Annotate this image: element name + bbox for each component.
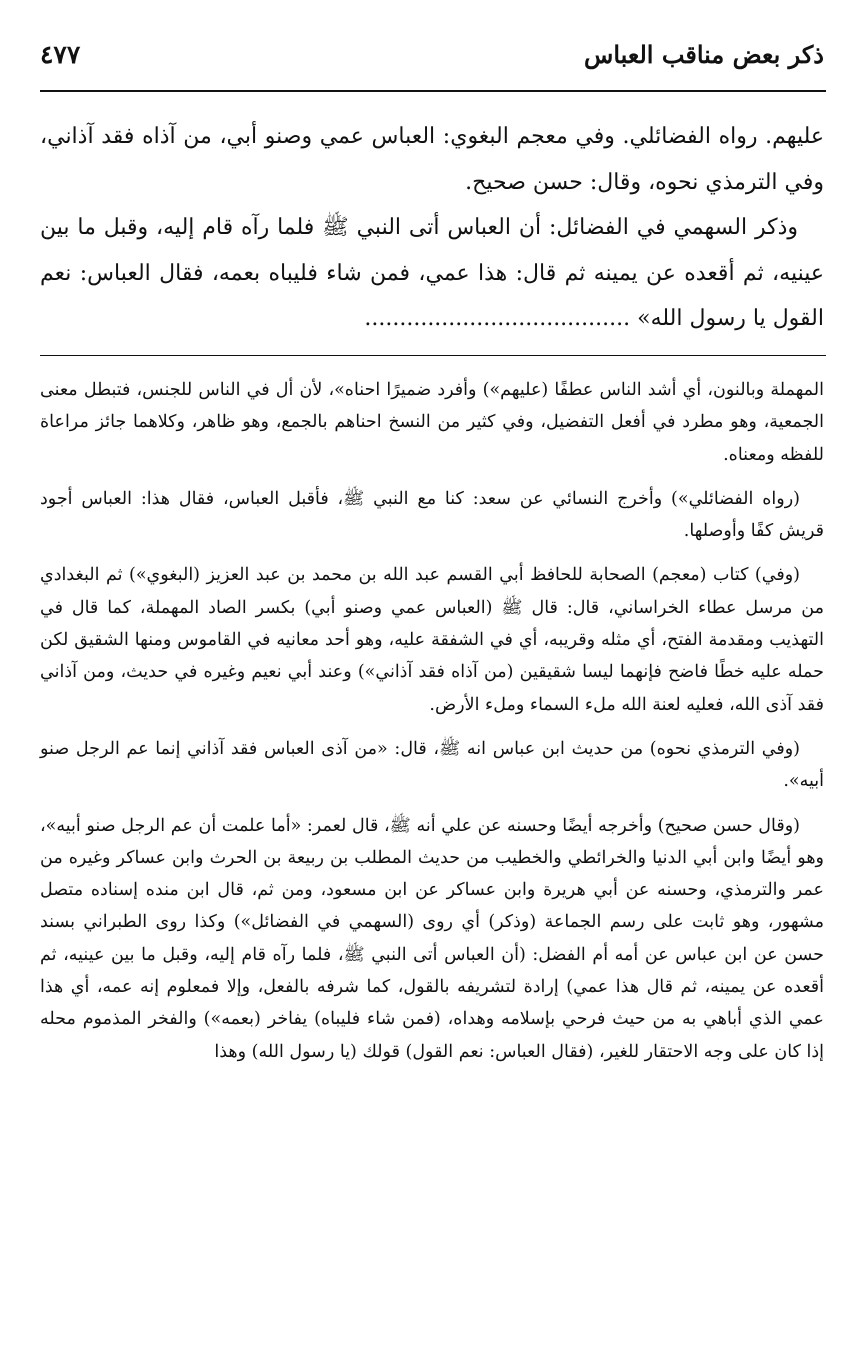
- commentary-divider: [40, 355, 826, 356]
- commentary-paragraph-2: (رواه الفضائلي») وأخرج النسائي عن سعد: كنا مع النبي ﷺ، فأقبل العباس، فقال هذا: العباس أجود قريش كفًا وأوصلها.: [40, 488, 824, 542]
- main-paragraph-2: [40, 205, 824, 342]
- continuation-dots: ......................................: [364, 306, 631, 331]
- commentary-paragraph-3: (وفي) كتاب (معجم) الصحابة للحافظ أبي القسم عبد الله بن محمد بن عبد العزيز (البغوي») ثم البغدادي من مرسل عطاء الخراساني، قال: قال ﷺ (العباس عمي وصنو أبي) بكسر الصاد المهملة، كما قال في التهذيب ومقدمة الفتح، أي مثله وقريبه، أي في الشفقة عليه، وهو أحد معانيه في القاموس ومنها الشقيق لكن حمله عليه خطًا فاضح فإنهما ليسا شقيقين (من آذاه فقد آذاني») وعند أبي نعيم وغيره في حديث، ومن آذاني فقد آذى الله، فعليه لعنة الله ملء السماء وملء الأرض.: [40, 565, 824, 715]
- commentary-text: [40, 374, 824, 1080]
- header-rule: [40, 90, 826, 92]
- commentary-paragraph-1: المهملة وبالنون، أي أشد الناس عطفًا (عليهم») وأفرد ضميرًا احناه»، لأن أل في الناس للجنس، فتبطل معنى الجمعية، وهو مطرد في أفعل التفضيل، وفي كثير من النسخ احناهم بالجمع، وهو ظاهر، وكلاهما جائز مراعاة للفظه ومعناه.: [40, 380, 824, 465]
- running-title: ذكر بعض مناقب العباس: [584, 39, 824, 69]
- page-header: [40, 34, 824, 74]
- main-paragraph-1: عليهم. رواه الفضائلي. وفي معجم البغوي: العباس عمي وصنو أبي، من آذاه فقد آذاني، وفي الترمذي نحوه، وقال: حسن صحيح.: [40, 124, 824, 195]
- page-number: ٤٧٧: [40, 39, 81, 69]
- commentary-paragraph-5: (وقال حسن صحيح) وأخرجه أيضًا وحسنه عن علي أنه ﷺ، قال لعمر: «أما علمت أن عم الرجل صنو أبيه»، وهو أيضًا وابن أبي الدنيا والخرائطي والخطيب من حديث المطلب بن ربيعة بن الحرث وابن عساكر وغيره من عمر والترمذي، وحسنه عن أبي هريرة وابن عساكر عن ابن مسعود، ومن ثم، قال ابن منده إسناده متصل مشهور، وهو ثابت على رسم الجماعة (وذكر) أي روى (السهمي في الفضائل») وكذا روى الطبراني بسند حسن عن ابن عباس عن أمه أم الفضل: (أن العباس أتى النبي ﷺ، فلما رآه قام إليه، وقبل ما بين عينيه، ثم أقعده عن يمينه، ثم قال هذا عمي) إرادة لتشريفه بالقول، كما شرفه بالفعل، وإلا فمعلوم إنه عمه، أي هذا عمي الذي أباهي به من حيث فرحي بإسلامه وهداه، (فمن شاء فليباه) يفاخر (بعمه») والفخر المذموم محله إذا كان على وجه الاحتقار للغير، (فقال العباس: نعم القول) قولك (يا رسول الله) وهذا: [40, 815, 824, 1062]
- main-paragraph-2-text: وذكر السهمي في الفضائل: أن العباس أتى النبي ﷺ فلما رآه قام إليه، وقبل ما بين عينيه، ثم أقعده عن يمينه ثم قال: هذا عمي، فمن شاء فليباه بعمه، فقال العباس: نعم القول يا رسول الله»: [40, 215, 824, 331]
- commentary-paragraph-4: (وفي الترمذي نحوه) من حديث ابن عباس انه ﷺ، قال: «من آذى العباس فقد آذاني إنما عم الرجل صنو أبيه».: [40, 738, 824, 792]
- main-text: [40, 114, 824, 342]
